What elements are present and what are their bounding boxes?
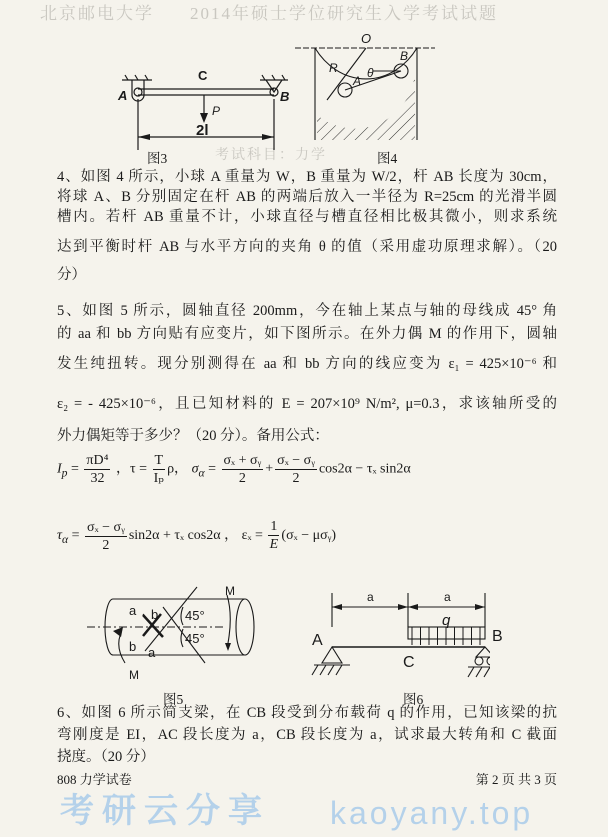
faint-subject: 考试科目：力学	[215, 148, 327, 163]
q4-line-2: 将球 A、B 分别固定在杆 AB 的两端后放入一半径为 R=25cm 的光滑半圆	[57, 189, 557, 205]
tau-alpha-den: 2	[102, 537, 110, 553]
fig4-label-o: O	[361, 31, 372, 46]
sigma-num2: σₓ − σᵧ	[277, 453, 315, 468]
fig4-label-b: B	[400, 49, 409, 63]
tau-eq: ，τ =	[115, 461, 147, 477]
eps-tail: (σₓ − μσᵧ)	[281, 528, 337, 544]
eps-den: E	[269, 537, 279, 552]
sigma-den2: 2	[292, 471, 300, 486]
fig5-angle1: 45°	[185, 608, 205, 623]
fig6-label-b: B	[492, 628, 503, 645]
figure-5	[65, 585, 255, 685]
fig6-label-c: C	[403, 654, 415, 671]
q4-line-3: 槽内。若杆 AB 重量不计，小球直径与槽直径相比极其微小，则求系统	[57, 209, 557, 225]
footer-left: 808 力学试卷	[57, 772, 132, 787]
q5-formula-2	[57, 518, 557, 554]
q5-line-2: 的 aa 和 bb 方向贴有应变片，如下图所示。在外力偶 M 的作用下，圆轴	[57, 326, 557, 342]
tau-num: T	[154, 453, 164, 468]
figure-6	[290, 585, 490, 685]
tau-alpha-symbol: τ	[57, 528, 63, 544]
sigma-sub: α	[198, 466, 205, 480]
ip-num: πD⁴	[86, 453, 109, 468]
fig4-label-a: A	[353, 74, 362, 88]
ip-symbol: I	[57, 461, 62, 477]
fig5-m-bottom: M	[129, 668, 139, 682]
q6-line-1: 6、如图 6 所示简支梁，在 CB 段受到分布载荷 q 的作用，已知该梁的抗	[57, 705, 557, 721]
q5-line-3: 发生纯扭转。现分别测得在 aa 和 bb 方向的线应变为 ε₁ = 425×10⁻⁶ 和	[57, 356, 557, 372]
tau-tail: ρ，	[167, 461, 189, 477]
eps-eq: εₓ =	[241, 528, 263, 544]
fig6-label-a: A	[312, 632, 323, 649]
figure-3	[110, 55, 290, 165]
fig3-label-a: A	[118, 88, 128, 103]
tau-den: Iₚ	[153, 471, 164, 486]
fig3-caption: 图3	[147, 151, 168, 166]
sigma-symbol: σ	[191, 461, 199, 477]
figure-4	[295, 30, 465, 145]
faint-university: 北京邮电大学	[40, 4, 154, 23]
tau-alpha-num: σₓ − σᵧ	[87, 519, 125, 535]
fig5-caption: 图5	[163, 692, 184, 707]
q4-line-5: 分）	[57, 267, 86, 283]
fig6-caption: 图6	[403, 692, 424, 707]
q5-line-1: 5、如图 5 所示，圆轴直径 200mm，今在轴上某点与轴的母线成 45° 角	[57, 303, 557, 319]
faint-title: 2014年硕士学位研究生入学考试试题	[190, 4, 498, 23]
tau-alpha-tail: sin2α + τₓ cos2α ，	[128, 528, 239, 544]
fig6-q: q	[442, 612, 451, 629]
sigma-tail: cos2α − τₓ sin2α	[318, 461, 411, 477]
fig5-b2: b	[129, 639, 137, 654]
footer-right: 第 2 页 共 3 页	[475, 772, 557, 787]
fig5-a1: a	[129, 603, 137, 618]
sigma-num1: σₓ + σᵧ	[223, 453, 262, 468]
watermark-url: kaoyany.top	[330, 795, 534, 831]
q5-line-5: 外力偶矩等于多少？（20 分）。备用公式：	[57, 428, 329, 444]
fig4-caption: 图4	[377, 151, 398, 166]
q6-line-3: 挠度。（20 分）	[57, 749, 155, 765]
fig5-a2: a	[148, 645, 156, 660]
fig5-angle2: 45°	[185, 631, 205, 646]
fig6-a1: a	[367, 590, 374, 604]
eps-num: 1	[270, 519, 278, 534]
fig3-label-p: P	[212, 104, 221, 118]
ip-sub: p	[61, 466, 68, 480]
q5-formula-1: $I_p$ = $\frac{\text{πD⁴}}{32}$ ，τ = $\frac{T}{\text{Iₚ}}$ ρ， $\sigma_\alpha$ = $\frac{\text{σₓ + σᵧ}}{2}$ + $\frac{\text{σₓ − σᵧ}}{2}$ cos2α − τₓ sin2α	[57, 453, 411, 486]
q6-line-2: 弯刚度是 EI，AC 段长度为 a，CB 段长度为 a，试求最大转角和 C 截面	[57, 727, 557, 743]
eq2: =	[71, 528, 80, 544]
tau-alpha-sub: α	[62, 533, 69, 547]
fig4-label-r: R	[329, 61, 338, 75]
watermark-cn: 考研云分享	[60, 793, 270, 830]
eq: =	[71, 461, 79, 477]
fig3-length: 2l	[196, 122, 209, 139]
fig6-a2: a	[444, 590, 451, 604]
fig4-label-theta: θ	[367, 66, 374, 80]
q4-line-4: 达到平衡时杆 AB 与水平方向的夹角 θ 的值（采用虚功原理求解）。（20	[57, 239, 557, 255]
ip-den: 32	[90, 471, 105, 486]
q4-line-1: 4、如图 4 所示，小球 A 重量为 W，B 重量为 W/2，杆 AB 长度为 30cm，	[57, 169, 557, 185]
fig5-b1: b	[151, 607, 159, 622]
q5-line-4: ε₂ = - 425×10⁻⁶，且已知材料的 E = 207×10⁹ N/m², μ=0.3，求该轴所受的	[57, 396, 557, 412]
fig3-label-b: B	[280, 89, 290, 104]
sigma-den1: 2	[238, 471, 246, 486]
fig5-m-top: M	[225, 585, 235, 598]
fig3-label-c: C	[198, 68, 208, 83]
